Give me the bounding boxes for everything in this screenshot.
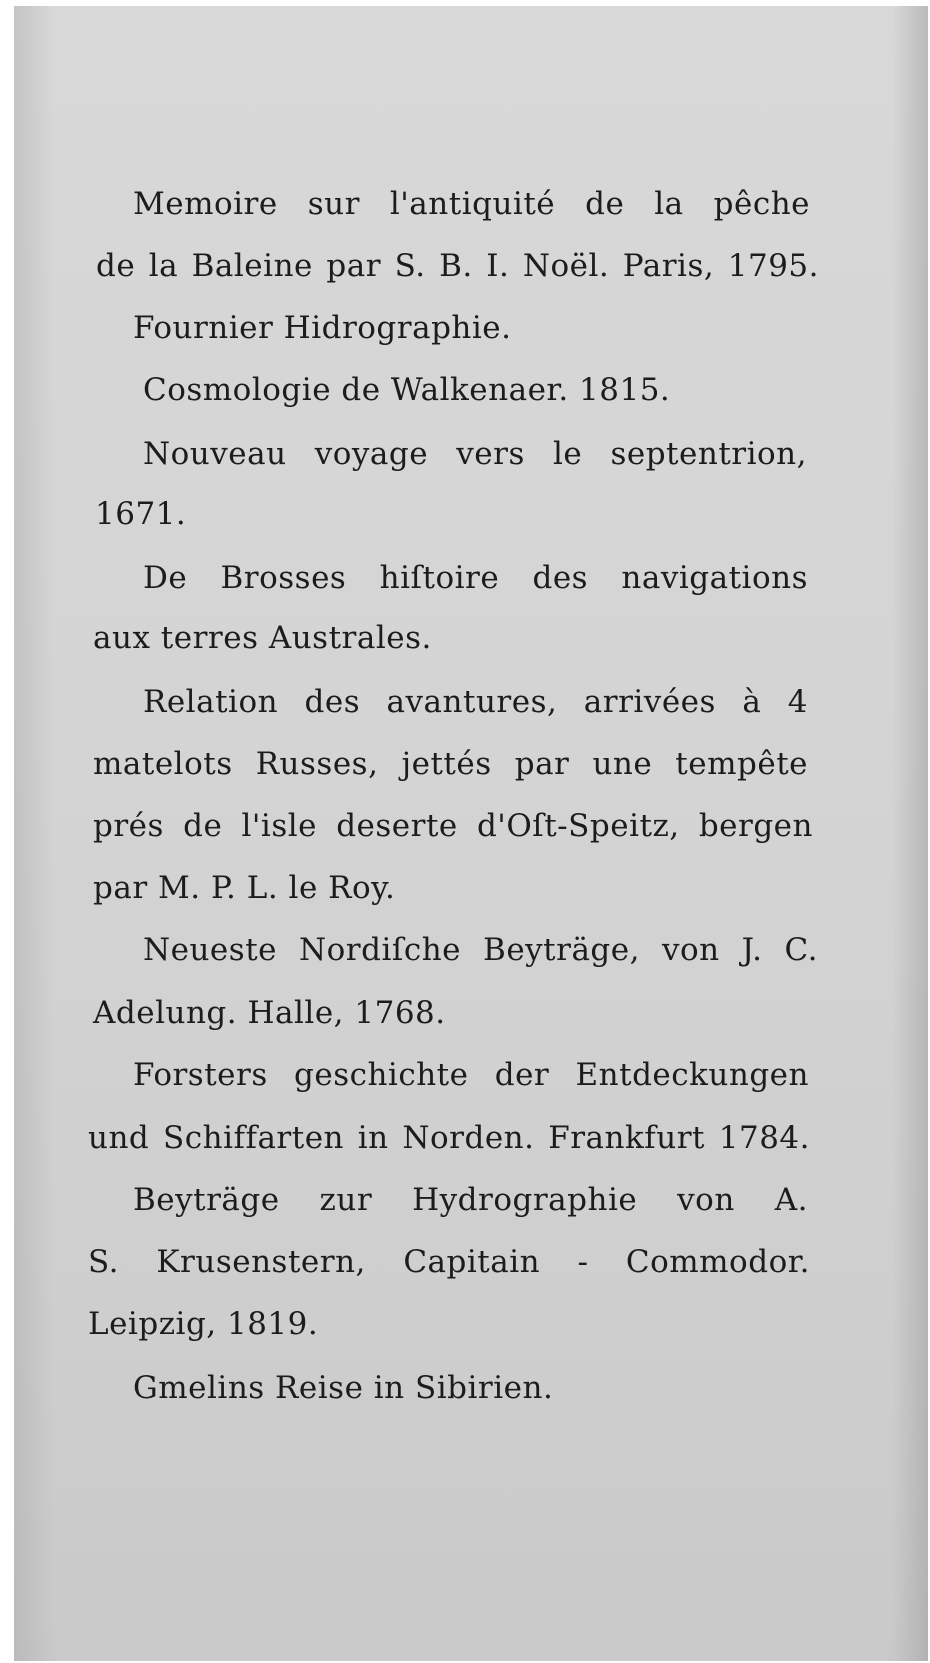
bibliography-line: Beyträge zur Hydrographie von A. [133, 1182, 808, 1218]
bibliography-line: De Brosses hiſtoire des navigations [143, 560, 808, 596]
bibliography-line: matelots Russes, jettés par une tempête [93, 746, 808, 782]
bibliography-line: Leipzig, 1819. [88, 1306, 319, 1342]
page-edge-shadow-left [14, 6, 54, 1661]
bibliography-line: par M. P. L. le Roy. [93, 870, 396, 906]
bibliography-line: Relation des avantures, arrivées à 4 [143, 684, 808, 720]
bibliography-line: Neueste Nordiſche Beyträge, von J. C. [143, 932, 818, 968]
bibliography-line: Forsters geschichte der Entdeckungen [133, 1057, 809, 1093]
bibliography-line: Memoire sur l'antiquité de la pêche [133, 186, 810, 222]
bibliography-line: S. Krusenstern, Capitain - Commodor. [88, 1244, 810, 1280]
bibliography-line: de la Baleine par S. B. I. Noël. Paris, 1795. [96, 248, 819, 284]
bibliography-line: aux terres Australes. [93, 620, 432, 656]
bibliography-line: Fournier Hidrographie. [133, 310, 512, 346]
page-edge-shadow-right [892, 6, 928, 1661]
bibliography-line: Gmelins Reise in Sibirien. [133, 1370, 554, 1406]
bibliography-line: Cosmologie de Walkenaer. 1815. [143, 372, 671, 408]
bibliography-line: 1671. [95, 496, 187, 532]
bibliography-line: prés de l'isle deserte d'Oſt-Speitz, bergen [93, 808, 813, 844]
bibliography-line: Adelung. Halle, 1768. [93, 995, 446, 1031]
bibliography-line: und Schiffarten in Norden. Frankfurt 1784. [88, 1120, 810, 1156]
bibliography-line: Nouveau voyage vers le septentrion, [143, 436, 807, 472]
